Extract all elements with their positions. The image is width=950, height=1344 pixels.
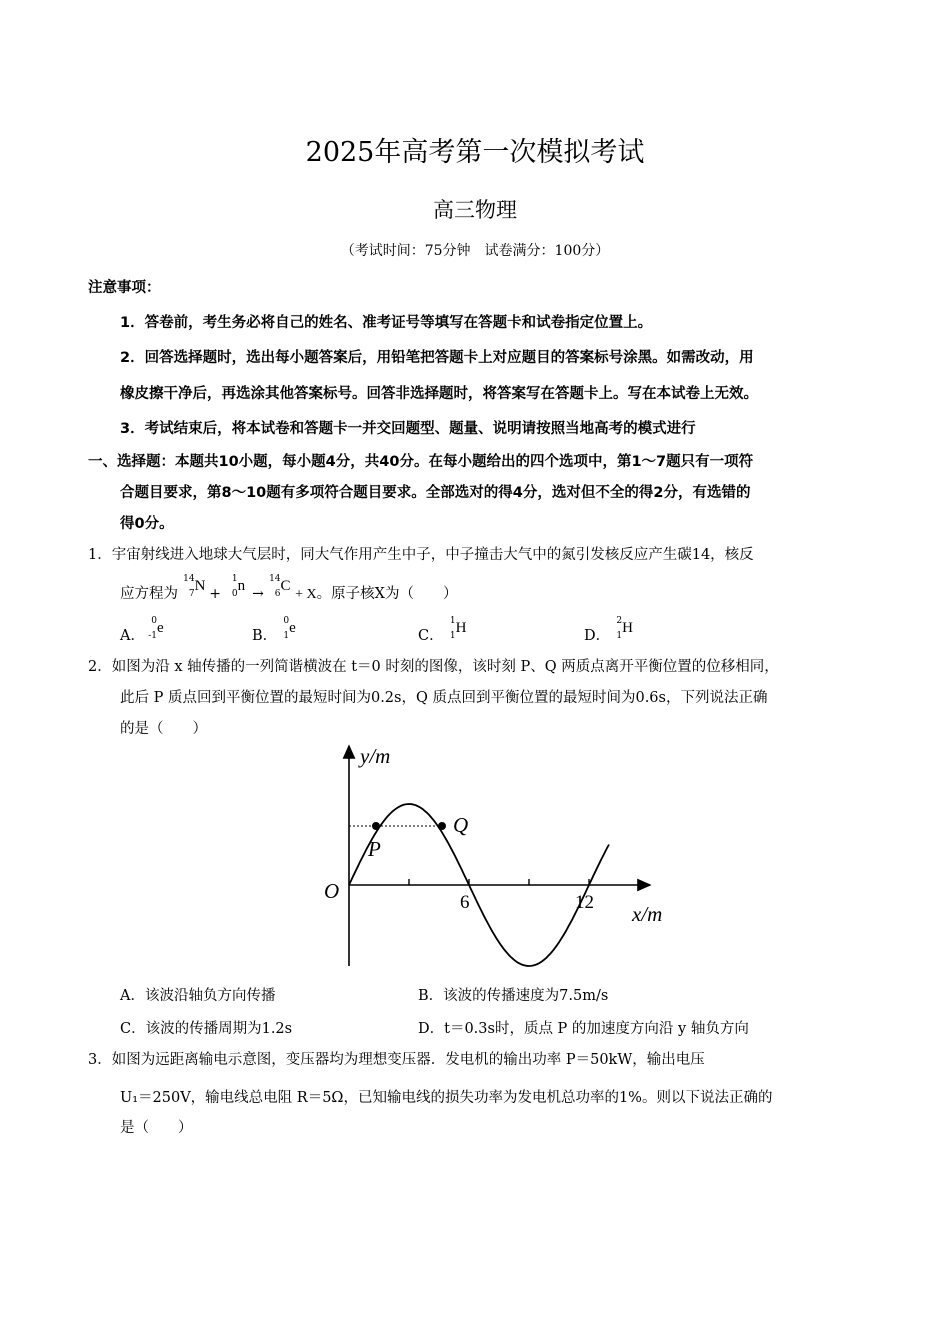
q3-stem-line-2: U₁＝250V，输电线总电阻 R＝5Ω，已知输电线的损失功率为发电机总功率的1%。则以下说法正确的 xyxy=(120,1090,773,1106)
plus-sign: + xyxy=(209,586,221,602)
q2-option-b: B．该波的传播速度为7.5m/s xyxy=(418,988,609,1004)
notice-item-3: 3．考试结束后，将本试卷和答题卡一并交回题型、题量、说明请按照当地高考的模式进行 xyxy=(120,421,696,437)
q3-stem-line-1: 3．如图为远距离输电示意图，变压器均为理想变压器．发电机的输出功率 P＝50kW，输出电压 xyxy=(88,1052,705,1068)
notice-item-1: 1．答卷前，考生务必将自己的姓名、准考证号等填写在答题卡和试卷指定位置上。 xyxy=(120,315,653,331)
q2-stem-line-2: 此后 P 质点回到平衡位置的最短时间为0.2s，Q 质点回到平衡位置的最短时间为0.6s，下列说法正确 xyxy=(120,690,768,706)
q1-option-b: B． 0 1 e xyxy=(252,616,296,644)
q2-stem-line-1: 2．如图为沿 x 轴传播的一列简谐横波在 t＝0 时刻的图像，该时刻 P、Q 两质点离开平衡位置的位移相同， xyxy=(88,659,779,675)
point-p-label: P xyxy=(368,837,381,861)
q2-option-c: C．该波的传播周期为1.2s xyxy=(120,1021,293,1037)
exam-title: 2025年高考第一次模拟考试 xyxy=(305,137,645,168)
q1-option-c: C． 1 1 H xyxy=(418,616,467,644)
notice-heading: 注意事项： xyxy=(88,280,161,296)
reaction-tail: + X xyxy=(295,587,317,602)
tick-label-6: 6 xyxy=(460,892,470,913)
notice-item-2-cont: 橡皮擦干净后，再选涂其他答案标号。回答非选择题时，将答案写在答题卡上。写在本试卷上无效。 xyxy=(120,386,758,402)
exam-info: （考试时间：75分钟 试卷满分：100分） xyxy=(340,243,610,259)
q2-option-d: D．t＝0.3s时，质点 P 的加速度方向沿 y 轴负方向 xyxy=(418,1021,749,1037)
notice-item-2: 2．回答选择题时，选出每小题答案后，用铅笔把答题卡上对应题目的答案标号涂黑。如需改动，用 xyxy=(120,350,754,366)
subject-title: 高三物理 xyxy=(433,198,517,222)
section-1-heading: 一、选择题：本题共10小题，每小题4分，共40分。在每小题给出的四个选项中，第1～7题只有一项符 xyxy=(88,454,754,470)
nitrogen-nuclide: 14 7 N xyxy=(183,574,206,599)
q1-stem-line-1: 1．宇宙射线进入地球大气层时，同大气作用产生中子，中子撞击大气中的氮引发核反应产生碳14，核反 xyxy=(88,547,754,563)
q1-option-a: A． 0 -1 e xyxy=(120,616,164,644)
wave-graph xyxy=(320,740,680,972)
section-1-line-3: 得0分。 xyxy=(120,516,174,532)
q1-option-d: D． 2 1 H xyxy=(584,616,633,644)
q1-suffix: 。原子核X为（ ） xyxy=(316,586,458,602)
point-p xyxy=(372,822,380,830)
q1-prefix: 应方程为 xyxy=(120,586,178,602)
carbon-nuclide: 14 6 C xyxy=(269,574,291,599)
origin-label: O xyxy=(324,879,340,903)
point-q xyxy=(438,822,446,830)
q2-option-a: A．该波沿轴负方向传播 xyxy=(120,988,276,1004)
x-axis-label: x/m xyxy=(632,902,663,926)
tick-label-12: 12 xyxy=(575,892,594,913)
q1-stem-line-2 xyxy=(120,574,458,603)
point-q-label: Q xyxy=(453,813,469,837)
section-1-line-2: 合题目要求，第8～10题有多项符合题目要求。全部选对的得4分，选对但不全的得2分，有选错的 xyxy=(120,485,751,501)
q2-stem-line-3: 的是（ ） xyxy=(120,721,207,737)
reaction-arrow: → xyxy=(252,586,264,602)
y-axis-label: y/m xyxy=(360,744,391,768)
q3-stem-line-3: 是（ ） xyxy=(120,1120,193,1136)
neutron-nuclide: 1 0 n xyxy=(231,574,246,599)
